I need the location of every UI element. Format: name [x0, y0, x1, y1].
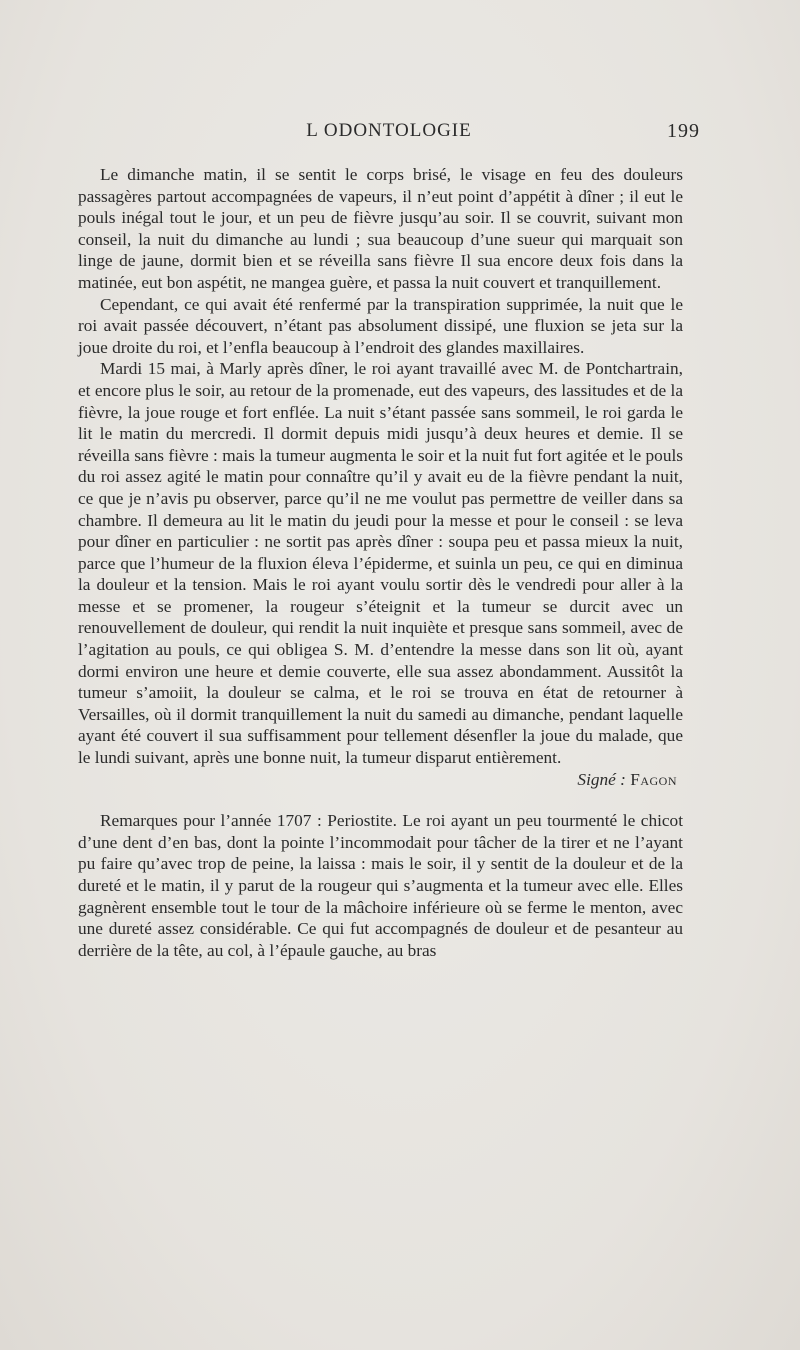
- body-text: [78, 164, 683, 961]
- paragraph-sunday: Le dimanche matin, il se sentit le corps brisé, le visage en feu des douleurs passagères partout accompagnées de vapeurs, il n’eut point d’appétit à dîner ; il eut le pouls inégal tout le jour, et un peu de fièvre jusqu’au soir. Il se couvrit, suivant mon conseil, la nuit du dimanche au lundi ; sua beaucoup d’une sueur qui marquait son linge de jaune, dormit bien et se réveilla sans fièvre Il sua encore deux fois dans la matinée, eut bon aspétit, ne mangea guère, et passa la nuit couvert et tranquillement.: [78, 165, 683, 292]
- signature: [78, 769, 683, 791]
- running-title: L ODONTOLOGIE: [306, 120, 472, 141]
- running-header: [78, 120, 700, 146]
- signature-name: Fagon: [630, 769, 677, 789]
- paragraph-remarks-1707: Remarques pour l’année 1707 : Periostite. Le roi ayant un peu tourmenté le chicot d’une dent d’en bas, dont la pointe l’incommodait pour tâcher de la tirer et ne l’ayant pu faire qu’avec trop de peine, la laissa : mais le soir, il y sentit de la douleur et de la dureté et le matin, il y parut de la rougeur qui s’augmenta et la tumeur avec elle. Elles gagnèrent ensemble tout le tour de la mâchoire inférieure où se ferme le menton, avec une dureté assez considérable. Ce qui fut accompagnés de douleur et de pesanteur au derrière de la tête, au col, à l’épaule gauche, au bras: [78, 811, 683, 960]
- page-number: 199: [667, 120, 700, 142]
- paragraph-tuesday: Mardi 15 mai, à Marly après dîner, le roi ayant travaillé avec M. de Pontchartrain, et encore plus le soir, au retour de la promenade, eut des vapeurs, des lassitudes et de la fièvre, la joue rouge et fort enflée. La nuit s’étant passée sans sommeil, le roi garda le lit le matin du mercredi. Il dormit depuis midi jusqu’à deux heures et demie. Il se réveilla sans fièvre : mais la tumeur augmenta le soir et la nuit fut fort agitée et le pouls du roi assez agité le matin pour connaître qu’il y avait eu de la fièvre pendant la nuit, ce que je n’avis pu observer, parce qu’il ne me voulut pas permettre de veiller dans sa chambre. Il demeura au lit le matin du jeudi pour la messe et pour le conseil : se leva pour dîner en particulier : ne sortit pas après dîner : soupa peu et passa mieux la nuit, parce que l’humeur de la fluxion éleva l’épiderme, et suinla un peu, ce qui en diminua la douleur et la tension. Mais le roi ayant voulu sortir dès le vendredi pour aller à la messe et se promener, la rougeur s’éteignit et la tumeur se durcit avec un renouvellement de douleur, qui rendit la nuit inquiète et presque sans sommeil, avec de l’agitation au pouls, ce qui obligea S. M. d’entendre la messe dans son lit où, ayant dormi environ une heure et demie couverte, elle sua assez abondamment. Aussitôt la tumeur s’amoiit, la douleur se calma, et le roi se trouva en état de retourner à Versailles, où il dormit tranquillement la nuit du samedi au dimanche, pendant laquelle ayant été couvert il sua suffisamment pour tellement désenfler la joue du malade, que le lundi suivant, après une bonne nuit, la tumeur disparut entièrement.: [78, 359, 683, 768]
- section-gap: [78, 790, 683, 810]
- signature-label: Signé :: [577, 769, 626, 789]
- paragraph-fluxion: Cependant, ce qui avait été renfermé par la transpiration supprimée, la nuit que le roi avait passée découvert, n’étant pas absolument dissipé, une fluxion se jeta sur la joue droite du roi, et l’enfla beaucoup à l’endroit des glandes maxillaires.: [78, 294, 683, 357]
